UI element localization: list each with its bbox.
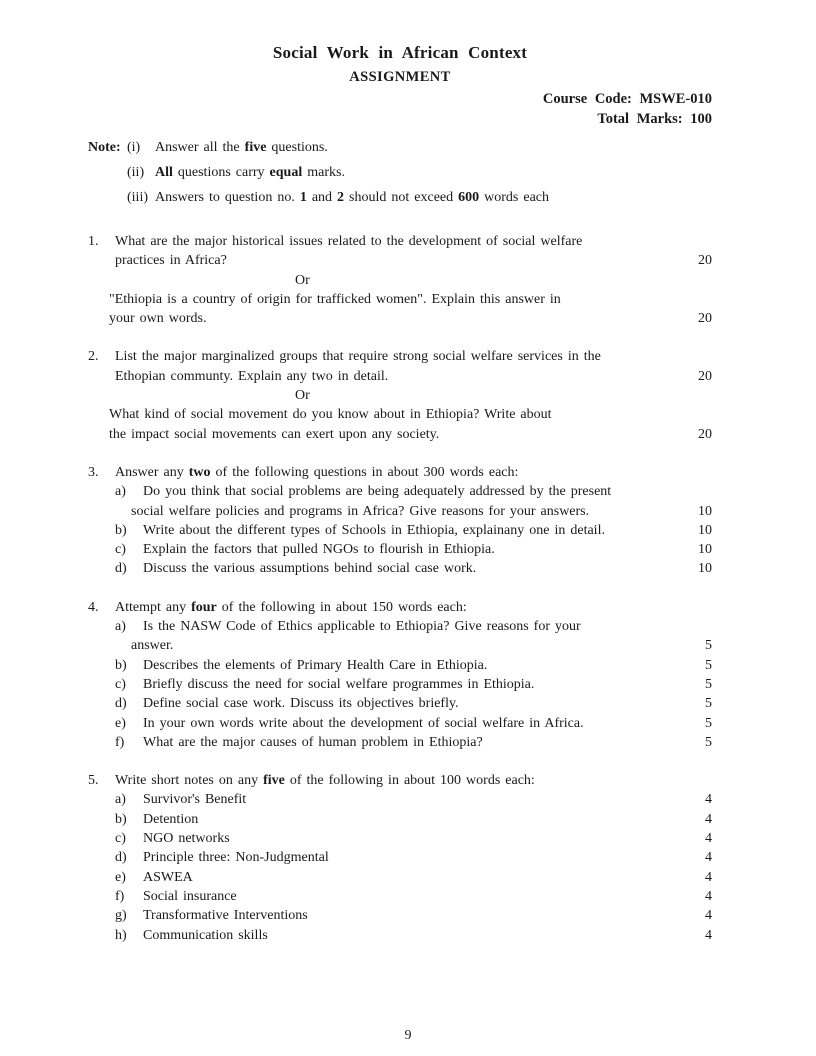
note-label-spacer bbox=[88, 185, 127, 210]
question-line-row bbox=[88, 232, 712, 251]
text-segment: Answers to question no. bbox=[155, 190, 300, 205]
or-label: Or bbox=[295, 388, 310, 404]
marks-value: 5 bbox=[705, 715, 712, 731]
question-text: What kind of social movement do you know about in Ethiopia? Write about bbox=[109, 407, 552, 423]
sub-question-text: In your own words write about the development of social welfare in Africa. bbox=[143, 715, 584, 731]
question-number bbox=[88, 714, 115, 733]
marks-spacer bbox=[682, 347, 712, 366]
question-number: 4. bbox=[88, 599, 99, 615]
sub-question-row bbox=[88, 656, 712, 675]
marks-spacer bbox=[682, 598, 712, 617]
sub-question-letter: c) bbox=[115, 676, 126, 692]
question-number bbox=[88, 848, 115, 867]
question-number: 2. bbox=[88, 349, 99, 365]
note-item-text bbox=[155, 135, 712, 160]
sub-question-text: ASWEA bbox=[143, 869, 193, 885]
note-item-text bbox=[155, 160, 712, 185]
question-number bbox=[88, 482, 115, 501]
note-item-number: (iii) bbox=[127, 190, 148, 205]
sub-question-text: What are the major causes of human problem in Ethiopia? bbox=[143, 734, 483, 750]
sub-question-text: Principle three: Non-Judgmental bbox=[143, 850, 329, 866]
marks-spacer bbox=[682, 290, 712, 309]
sub-question-text: Social insurance bbox=[143, 888, 237, 904]
question-number bbox=[88, 810, 115, 829]
question-number bbox=[88, 694, 115, 713]
marks-value: 20 bbox=[698, 311, 712, 327]
question-4 bbox=[88, 598, 712, 752]
page-content bbox=[88, 43, 712, 945]
question-text: Ethopian communty. Explain any two in detail. bbox=[115, 368, 389, 384]
sub-question-letter: f) bbox=[115, 888, 125, 904]
sub-question-letter: d) bbox=[115, 561, 127, 577]
question-number: 3. bbox=[88, 464, 99, 480]
bold-text-segment: 1 bbox=[299, 190, 307, 205]
question-text: your own words. bbox=[109, 311, 207, 327]
text-segment: of the following in about 150 words each: bbox=[216, 599, 467, 615]
marks-value: 4 bbox=[705, 927, 712, 943]
sub-question-letter: d) bbox=[115, 850, 127, 866]
question-number bbox=[88, 675, 115, 694]
question-intro-row bbox=[88, 771, 712, 790]
note-section bbox=[88, 135, 712, 210]
text-segment: of the following questions in about 300 words each: bbox=[210, 464, 519, 480]
sub-question-text: Transformative Interventions bbox=[143, 908, 308, 924]
sub-question-text: Detention bbox=[143, 811, 199, 827]
sub-question-row bbox=[88, 675, 712, 694]
questions-list bbox=[88, 232, 712, 945]
sub-question-text: Write about the different types of Schools in Ethiopia, explainany one in detail. bbox=[143, 522, 605, 538]
sub-question-text: Do you think that social problems are being adequately addressed by the present bbox=[143, 484, 612, 500]
marks-value: 5 bbox=[705, 696, 712, 712]
sub-question-letter: a) bbox=[115, 792, 126, 808]
sub-question-row bbox=[88, 540, 712, 559]
text-segment: Write short notes on any bbox=[115, 773, 264, 789]
text-segment: should not exceed bbox=[344, 190, 459, 205]
sub-question-row bbox=[88, 694, 712, 713]
text-segment: marks. bbox=[302, 165, 345, 180]
question-intro-row bbox=[88, 463, 712, 482]
sub-question-letter: b) bbox=[115, 657, 127, 673]
question-number bbox=[88, 733, 115, 752]
sub-question-text: Define social case work. Discuss its objectives briefly. bbox=[143, 696, 459, 712]
question-number bbox=[88, 906, 115, 925]
bold-text-segment: four bbox=[191, 599, 217, 615]
text-segment: words each bbox=[479, 190, 550, 205]
sub-question-text: Communication skills bbox=[143, 927, 268, 943]
assignment-heading: ASSIGNMENT bbox=[349, 69, 451, 85]
marks-value: 4 bbox=[705, 831, 712, 847]
sub-question-row bbox=[88, 926, 712, 945]
sub-question-text: Briefly discuss the need for social welfare programmes in Ethiopia. bbox=[143, 676, 535, 692]
marks-spacer bbox=[682, 405, 712, 424]
sub-question-row bbox=[88, 714, 712, 733]
text-segment: questions. bbox=[266, 140, 328, 155]
question-number bbox=[88, 926, 115, 945]
sub-question-text: Is the NASW Code of Ethics applicable to Ethiopia? Give reasons for your bbox=[143, 619, 581, 635]
sub-question-letter: c) bbox=[115, 831, 126, 847]
marks-value: 4 bbox=[705, 811, 712, 827]
or-separator bbox=[88, 386, 712, 405]
sub-question-row bbox=[88, 502, 712, 521]
marks-spacer bbox=[682, 617, 712, 636]
sub-question-row bbox=[88, 790, 712, 809]
bold-text-segment: five bbox=[263, 773, 285, 789]
sub-question-letter: b) bbox=[115, 811, 127, 827]
sub-question-text: Explain the factors that pulled NGOs to flourish in Ethiopia. bbox=[143, 542, 495, 558]
sub-question-letter: d) bbox=[115, 696, 127, 712]
bold-text-segment: 600 bbox=[458, 190, 480, 205]
text-segment: Answer any bbox=[115, 464, 189, 480]
note-label: Note: bbox=[88, 140, 121, 155]
sub-question-text: NGO networks bbox=[143, 831, 230, 847]
bold-text-segment: All bbox=[155, 165, 173, 180]
note-item-text bbox=[155, 185, 712, 210]
text-segment: Attempt any bbox=[115, 599, 192, 615]
sub-question-text: Describes the elements of Primary Health Care in Ethiopia. bbox=[143, 657, 488, 673]
question-intro bbox=[115, 598, 682, 617]
note-label-spacer bbox=[88, 160, 127, 185]
marks-value: 4 bbox=[705, 850, 712, 866]
marks-value: 4 bbox=[705, 888, 712, 904]
sub-question-text: answer. bbox=[131, 638, 174, 654]
marks-spacer bbox=[682, 232, 712, 251]
marks-value: 4 bbox=[705, 792, 712, 808]
text-segment: Answer all the bbox=[155, 140, 245, 155]
question-text: the impact social movements can exert upon any society. bbox=[109, 426, 440, 442]
question-number bbox=[88, 559, 115, 578]
marks-value: 5 bbox=[705, 657, 712, 673]
page-number: 9 bbox=[404, 1028, 412, 1043]
marks-value: 10 bbox=[698, 522, 712, 538]
question-5 bbox=[88, 771, 712, 945]
sub-question-letter: a) bbox=[115, 619, 126, 635]
marks-spacer bbox=[682, 463, 712, 482]
sub-question-letter: h) bbox=[115, 927, 127, 943]
sub-question-row bbox=[88, 559, 712, 578]
marks-value: 20 bbox=[698, 426, 712, 442]
sub-question-row bbox=[88, 617, 712, 636]
question-number: 5. bbox=[88, 773, 99, 789]
note-item bbox=[88, 160, 712, 185]
course-title: Social Work in African Context bbox=[272, 43, 528, 62]
question-text: What are the major historical issues related to the development of social welfare bbox=[115, 234, 583, 249]
bold-text-segment: five bbox=[244, 140, 267, 155]
question-number bbox=[88, 251, 115, 270]
sub-question-letter: g) bbox=[115, 908, 127, 924]
marks-value: 5 bbox=[705, 676, 712, 692]
text-segment: and bbox=[306, 190, 338, 205]
marks-spacer bbox=[682, 771, 712, 790]
question-number bbox=[88, 868, 115, 887]
sub-question-row bbox=[88, 521, 712, 540]
question-line-row bbox=[88, 251, 712, 270]
question-text: practices in Africa? bbox=[115, 253, 227, 269]
question-number bbox=[88, 540, 115, 559]
question-number bbox=[88, 367, 115, 386]
question-line-row bbox=[88, 425, 712, 444]
course-code: Course Code: MSWE-010 bbox=[542, 91, 712, 107]
marks-value: 20 bbox=[698, 253, 712, 269]
sub-question-letter: f) bbox=[115, 734, 125, 750]
note-item-number: (ii) bbox=[127, 165, 145, 180]
text-segment: of the following in about 100 words each: bbox=[284, 773, 535, 789]
question-text: "Ethiopia is a country of origin for trafficked women". Explain this answer in bbox=[109, 291, 561, 307]
question-number bbox=[88, 617, 115, 636]
marks-value: 10 bbox=[698, 542, 712, 558]
sub-question-text: social welfare policies and programs in Africa? Give reasons for your answers. bbox=[131, 503, 590, 519]
marks-value: 10 bbox=[698, 503, 712, 519]
question-intro bbox=[115, 463, 682, 482]
question-intro bbox=[115, 771, 682, 790]
question-line-row bbox=[88, 347, 712, 366]
question-number bbox=[88, 829, 115, 848]
or-separator bbox=[88, 271, 712, 290]
question-number: 1. bbox=[88, 234, 99, 249]
question-3 bbox=[88, 463, 712, 579]
text-segment: questions carry bbox=[172, 165, 270, 180]
sub-question-row bbox=[88, 810, 712, 829]
sub-question-text: Survivor's Benefit bbox=[143, 792, 247, 808]
marks-value: 4 bbox=[705, 908, 712, 924]
marks-spacer bbox=[682, 482, 712, 501]
note-item-number: (i) bbox=[127, 140, 141, 155]
marks-value: 4 bbox=[705, 869, 712, 885]
bold-text-segment: 2 bbox=[337, 190, 345, 205]
question-2 bbox=[88, 347, 712, 443]
sub-question-row bbox=[88, 848, 712, 867]
marks-value: 20 bbox=[698, 368, 712, 384]
marks-value: 5 bbox=[705, 638, 712, 654]
question-1 bbox=[88, 232, 712, 328]
sub-question-letter: c) bbox=[115, 542, 126, 558]
question-line-row bbox=[88, 309, 712, 328]
sub-question-text: Discuss the various assumptions behind social case work. bbox=[143, 561, 477, 577]
bold-text-segment: two bbox=[188, 464, 211, 480]
note-item bbox=[88, 185, 712, 210]
sub-question-row bbox=[88, 868, 712, 887]
question-number bbox=[88, 656, 115, 675]
question-intro-row bbox=[88, 598, 712, 617]
question-line-row bbox=[88, 367, 712, 386]
question-number bbox=[88, 502, 115, 521]
sub-question-row bbox=[88, 906, 712, 925]
sub-question-letter: a) bbox=[115, 484, 126, 500]
sub-question-row bbox=[88, 887, 712, 906]
sub-question-letter: e) bbox=[115, 869, 126, 885]
marks-value: 10 bbox=[698, 561, 712, 577]
question-number bbox=[88, 887, 115, 906]
sub-question-row bbox=[88, 733, 712, 752]
question-line-row bbox=[88, 290, 712, 309]
sub-question-row bbox=[88, 636, 712, 655]
sub-question-letter: b) bbox=[115, 522, 127, 538]
question-number bbox=[88, 790, 115, 809]
sub-question-letter: e) bbox=[115, 715, 126, 731]
sub-question-row bbox=[88, 482, 712, 501]
marks-value: 5 bbox=[705, 734, 712, 750]
question-text: List the major marginalized groups that require strong social welfare services in the bbox=[115, 349, 601, 365]
question-number bbox=[88, 636, 115, 655]
bold-text-segment: equal bbox=[269, 165, 303, 180]
or-label: Or bbox=[295, 272, 310, 288]
question-number bbox=[88, 521, 115, 540]
question-line-row bbox=[88, 405, 712, 424]
note-item bbox=[88, 135, 712, 160]
total-marks: Total Marks: 100 bbox=[597, 111, 712, 127]
sub-question-row bbox=[88, 829, 712, 848]
